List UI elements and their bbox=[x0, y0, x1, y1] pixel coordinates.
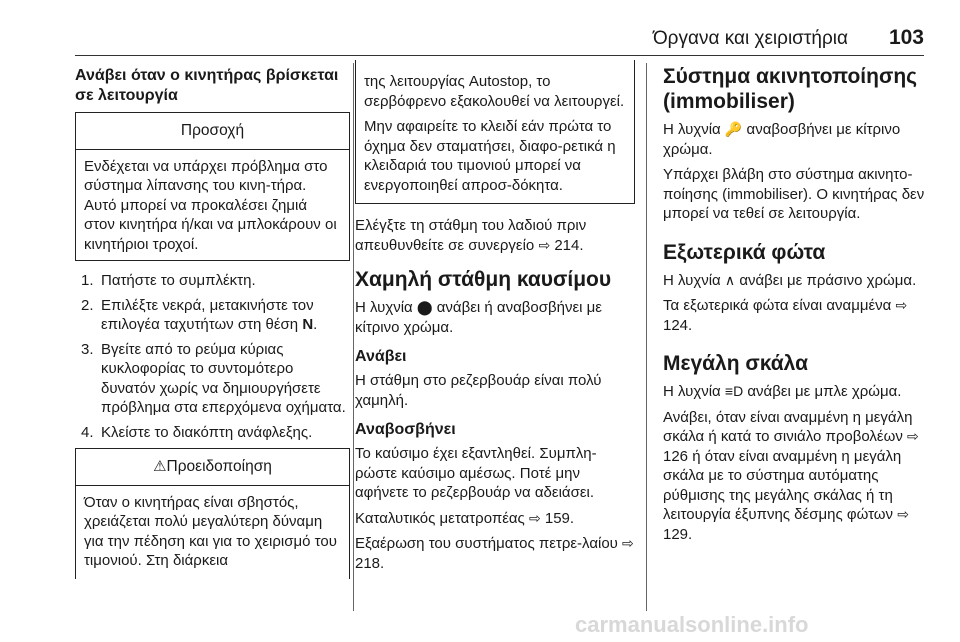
subheading: Ανάβει bbox=[355, 348, 407, 365]
subheading: Αναβοσβήνει bbox=[355, 421, 456, 438]
column-3 bbox=[663, 60, 926, 550]
column-divider-2 bbox=[646, 63, 647, 611]
warning-triangle-icon: ⚠ bbox=[153, 458, 167, 475]
header-rule bbox=[75, 55, 924, 56]
section-heading: Εξωτερικά φώτα bbox=[663, 240, 826, 264]
body-text: Το καύσιμο έχει εξαντληθεί. Συμπλη-ρώστε καύσιμο αμέσως. Ποτέ μην αφήνετε το ρεζερβουάρ να αδειάσει. bbox=[355, 445, 597, 501]
caution-box bbox=[75, 112, 350, 261]
car-key-icon: 🔑 bbox=[724, 121, 743, 137]
section-heading: Σύστημα ακινητοποίησης (immobiliser) bbox=[663, 65, 918, 113]
column-1 bbox=[75, 60, 350, 579]
warning-box-continued bbox=[355, 60, 635, 204]
page-header bbox=[0, 0, 960, 56]
venting-reference: Εξαέρωση του συστήματος πετρε-λαίου ⇨ 218. bbox=[355, 535, 634, 572]
page-reference-icon: ⇨ bbox=[622, 535, 634, 551]
list-item: 2. Επιλέξτε νεκρά, μετακινήστε τον επιλογέα ταχυτήτων στη θέση N. bbox=[81, 296, 318, 333]
body-text: Η λυχνία ∧ ανάβει με πράσινο χρώμα. bbox=[663, 271, 917, 289]
section-heading: Χαμηλή στάθμη καυσίμου bbox=[355, 268, 612, 291]
warning-text-continued: της λειτουργίας Autostop, το σερβόφρενο εξακολουθεί να λειτουργεί. bbox=[364, 73, 625, 110]
page-number: 103 bbox=[888, 26, 924, 49]
page-reference-icon: ⇨ bbox=[528, 509, 541, 526]
body-text: Ανάβει, όταν είναι αναμμένη η μεγάλη σκάλα ή κατά το σινιάλο προβολέων ⇨ 126 ή όταν είναι αναμμένη η μεγάλη σκάλα με το σύστημα αυτόματης ρύθμισης της μεγάλης σκάλας ή τη λειτουργία έξυπνης δέσμης φώτων ⇨ 129. bbox=[663, 408, 919, 543]
body-text: Τα εξωτερικά φώτα είναι αναμμένα ⇨ 124. bbox=[663, 297, 908, 334]
page-reference: 214. bbox=[554, 236, 584, 254]
fuel-intro: Η λυχνία ⬤ ανάβει ή αναβοσβήνει με κίτρινο χρώμα. bbox=[355, 299, 602, 336]
page-reference-icon: ⇨ bbox=[895, 297, 908, 313]
list-item: 1. Πατήστε το συμπλέκτη. bbox=[81, 272, 256, 289]
column-2 bbox=[355, 60, 635, 579]
body-text: Η λυχνία 🔑 αναβοσβήνει με κίτρινο χρώμα. bbox=[663, 121, 901, 158]
watermark: carmanualsonline.info bbox=[575, 612, 809, 637]
side-lights-icon: ∧ bbox=[724, 271, 736, 288]
section-heading: Μεγάλη σκάλα bbox=[663, 352, 809, 375]
steps-list bbox=[75, 271, 350, 442]
caution-title: Προσοχή bbox=[76, 113, 349, 150]
list-item: 4. Κλείστε το διακόπτη ανάφλεξης. bbox=[81, 423, 313, 441]
body-text: Η στάθμη στο ρεζερβουάρ είναι πολύ χαμηλή. bbox=[355, 372, 602, 409]
body-text: Η λυχνία ≡D ανάβει με μπλε χρώμα. bbox=[663, 383, 902, 400]
catalyst-reference: Καταλυτικός μετατροπέας ⇨ 159. bbox=[355, 509, 575, 527]
caution-text: Ενδέχεται να υπάρχει πρόβλημα στο σύστημα λίπανσης του κινη-τήρα. Αυτό μπορεί να προκαλέσει ζημιά στον κινητήρα ή/και να μπλοκάρουν οι κινητήριοι τροχοί. bbox=[84, 157, 337, 253]
warning-text: Όταν ο κινητήρας είναι σβηστός, χρειάζεται πολύ μεγαλύτερη δύναμη για την πέδηση και για το χειρισμό του τιμονιού. Στη διάρκεια bbox=[84, 493, 337, 569]
page-reference-icon: ⇨ bbox=[907, 428, 919, 444]
page-reference-icon: ⇨ bbox=[897, 506, 909, 522]
gear-position-n: N bbox=[302, 316, 314, 333]
body-text: Υπάρχει βλάβη στο σύστημα ακινητο-ποίησης (immobiliser). Ο κινητήρας δεν μπορεί να τεθεί σε λειτουργία. bbox=[663, 166, 925, 222]
column-divider-1 bbox=[353, 63, 354, 611]
warning-title: ⚠Προειδοποίηση bbox=[76, 449, 349, 486]
chapter-title: Όργανα και χειριστήρια bbox=[652, 28, 848, 49]
warning-text-continued: Μην αφαιρείτε το κλειδί εάν πρώτα το όχημα δεν σταματήσει, διαφο-ρετικά η κλειδαριά του τιμονιού μπορεί να ενεργοποιηθεί απροσ-δόκητα. bbox=[364, 118, 616, 194]
oil-check-text: Ελέγξτε τη στάθμη του λαδιού πριν απευθυνθείτε σε συνεργείο ⇨ 214. bbox=[355, 217, 587, 254]
page-reference-icon: ⇨ bbox=[538, 236, 551, 253]
section-heading: Ανάβει όταν ο κινητήρας βρίσκεται σε λειτουργία bbox=[75, 67, 339, 104]
list-item: 3. Βγείτε από το ρεύμα κύριας κυκλοφορίας το συντομότερο δυνατόν χωρίς να δημιουργήσετε πρόβλημα στα επερχόμενα οχήματα. bbox=[81, 340, 346, 416]
warning-box bbox=[75, 448, 350, 579]
high-beam-icon: ≡D bbox=[724, 383, 744, 399]
fuel-pump-icon: ⬤ bbox=[416, 299, 433, 315]
